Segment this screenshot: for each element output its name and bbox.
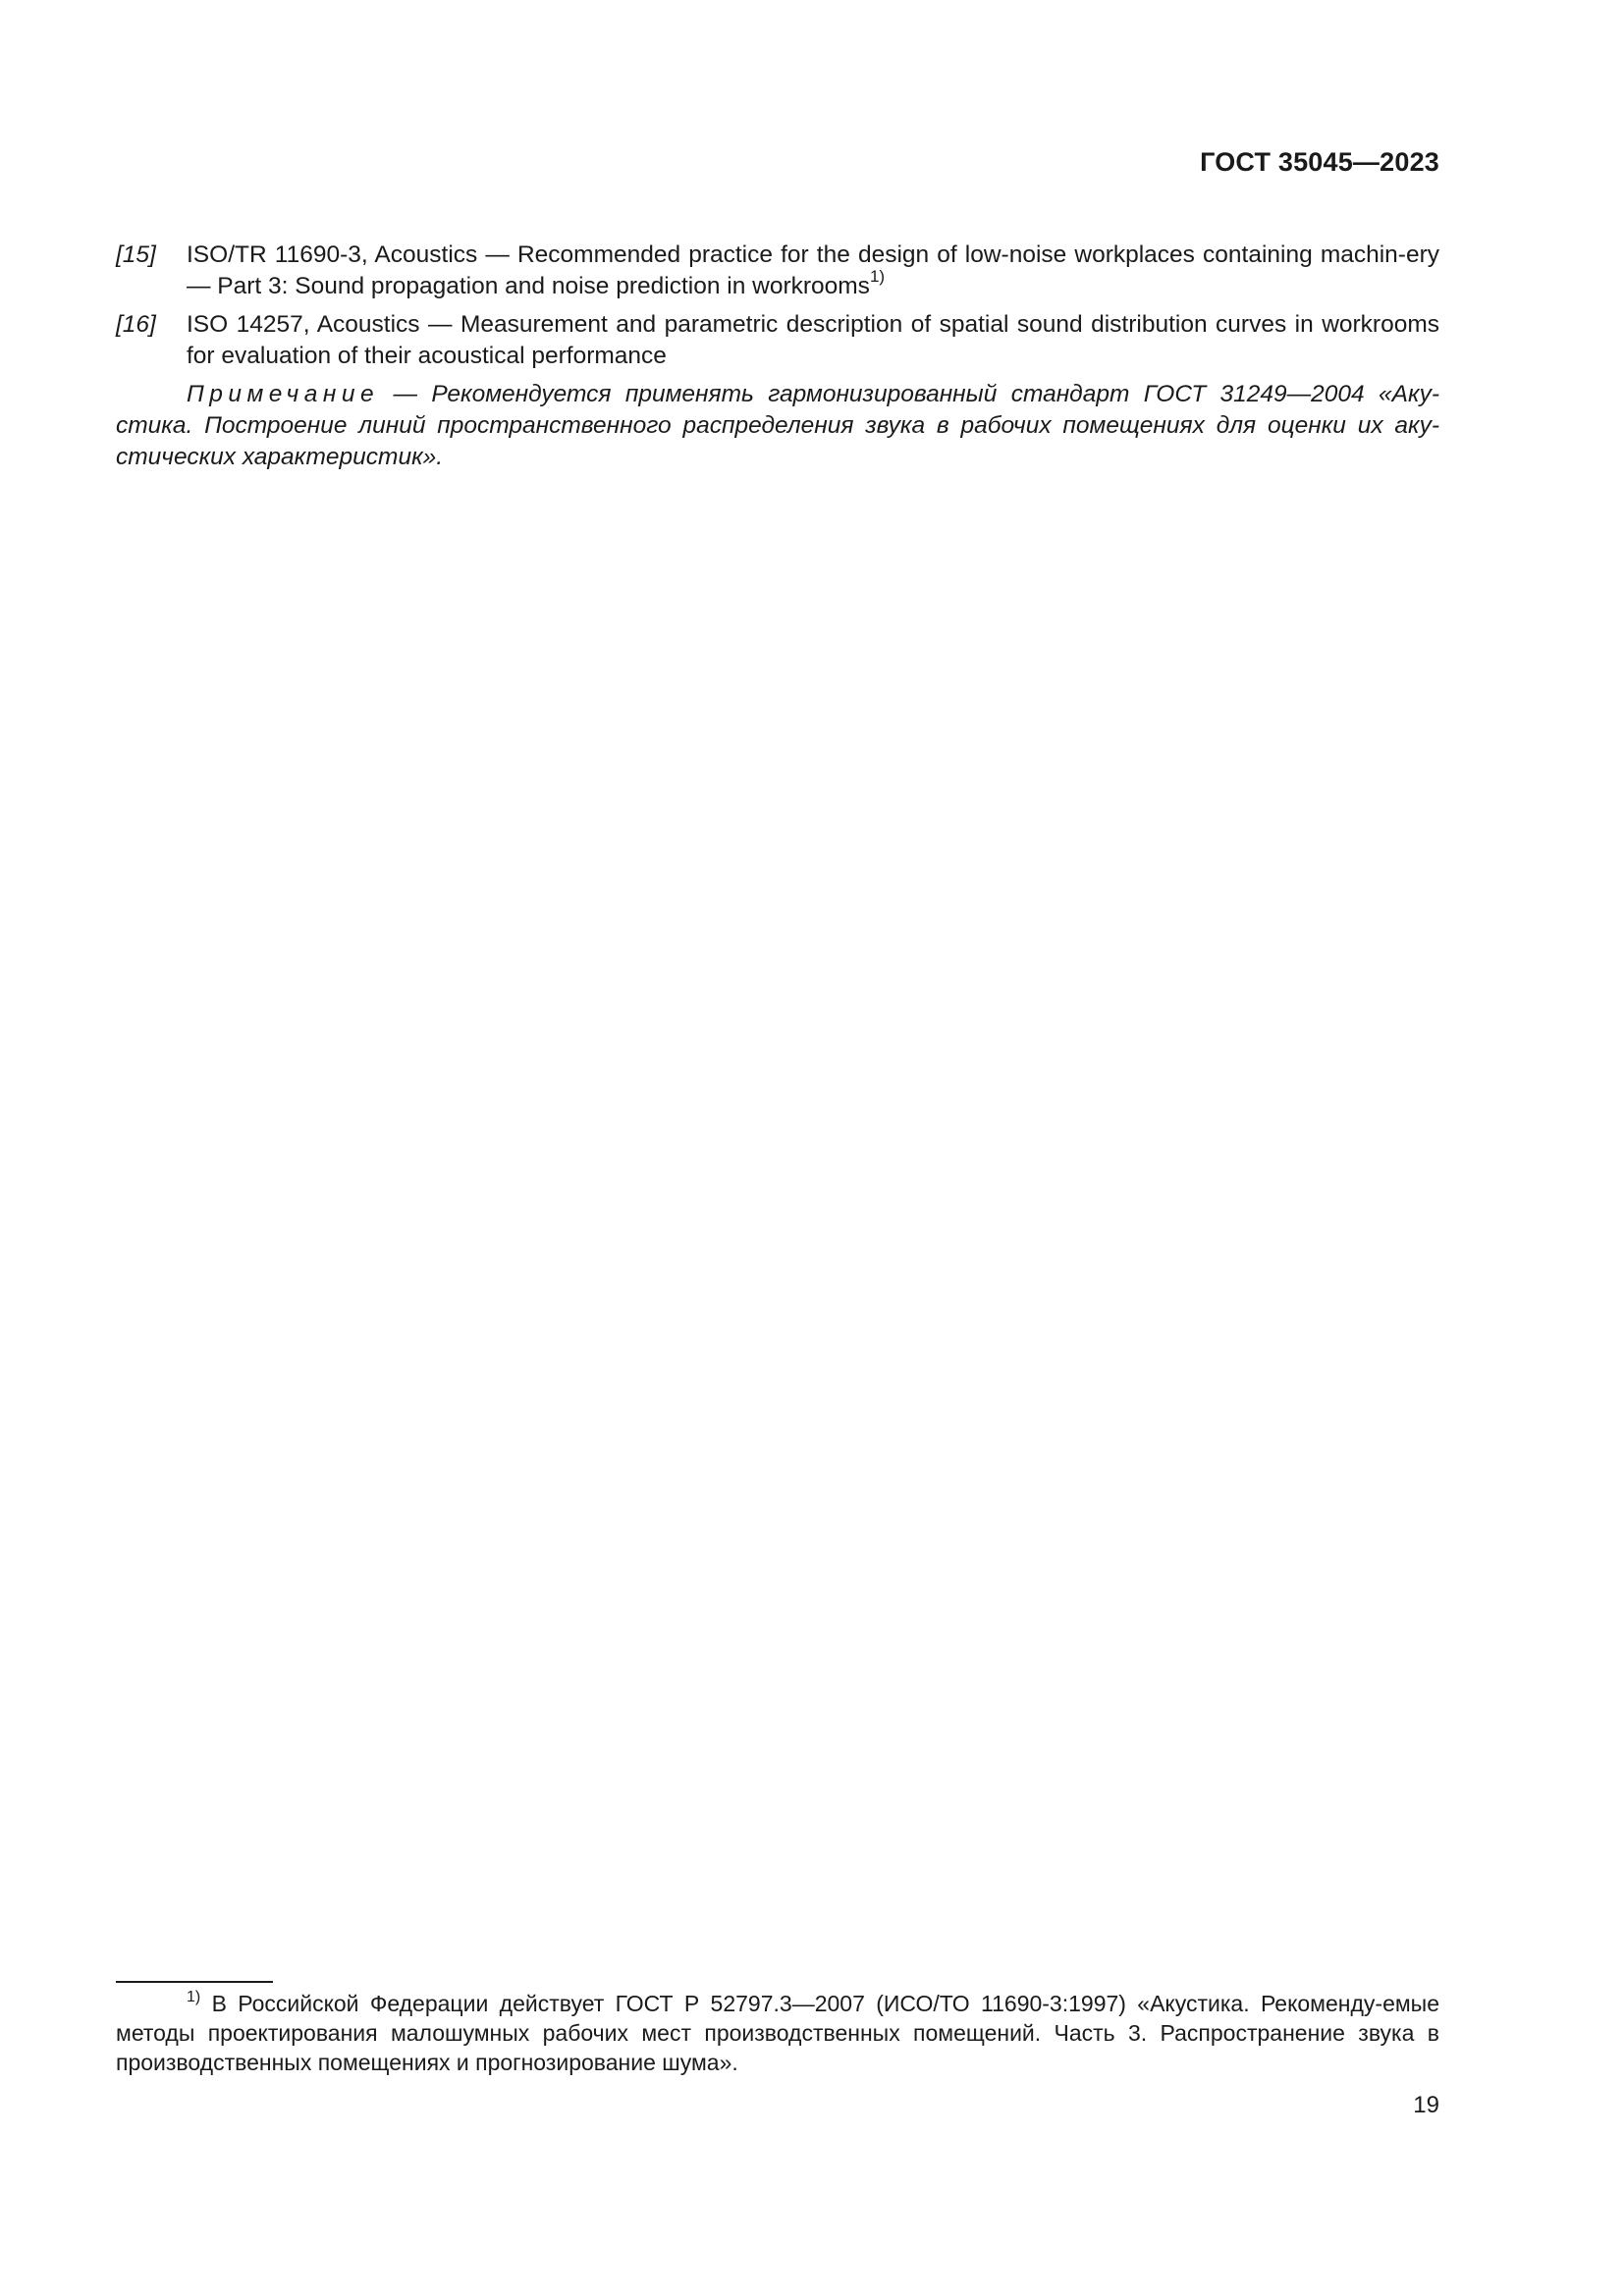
document-code: ГОСТ 35045—2023 [1200,147,1439,177]
footnote-reference: 1) [869,267,886,286]
note-label: Примечание [187,381,380,407]
footnote [116,1989,1439,2077]
reference-text-container [187,240,1439,302]
reference-text: ISO 14257, Acoustics — Measurement and parametric description of spatial sound distribution curves in workrooms for evaluation of their acoustical performance [187,311,1439,369]
bibliography-list [116,240,1439,473]
footnote-text: В Российской Федерации действует ГОСТ Р 52797.3—2007 (ИСО/ТО 11690-3:1997) «Акустика. Рекоменду-емые методы проектирования малошумных рабочих мест производственных помещений. Часть 3. Распространение звука в производственных помещениях и прогнозирование шума». [116,1991,1439,2075]
reference-number: [16] [116,311,156,338]
reference-item [116,309,1439,372]
reference-text: ISO/TR 11690-3, Acoustics — Recommended practice for the design of low-noise workplaces containing machin-ery — Part 3: Sound propagation and noise prediction in workrooms [187,241,1439,299]
reference-item [116,240,1439,302]
footnote-mark: 1) [187,1989,201,2005]
reference-number: [15] [116,241,156,268]
note-text: — Рекомендуется применять гармонизированный стандарт ГОСТ 31249—2004 «Аку-стика. Построение линий пространственного распределения звука в рабочих помещениях для оценки их аку-стических характеристик». [116,381,1439,470]
note-paragraph [116,379,1439,473]
footnote-separator [116,1981,273,1983]
page-number: 19 [1413,2092,1439,2118]
